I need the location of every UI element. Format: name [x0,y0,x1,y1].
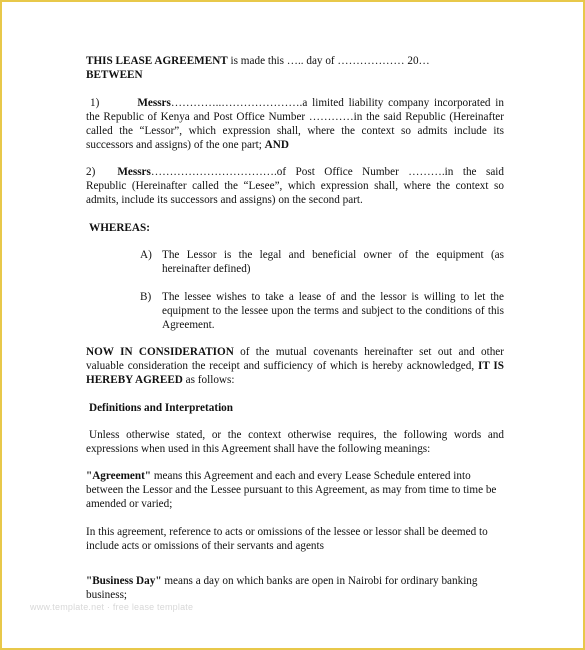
consideration-paragraph [86,345,504,387]
intro-lead: THIS LEASE AGREEMENT [86,55,228,67]
whereas-item-a [140,248,504,276]
consideration-agreed: IT IS HEREBY AGREED [86,360,504,386]
consideration-tail: as follows: [182,374,235,386]
party-2-paragraph [86,165,504,207]
whereas-heading: WHEREAS: [89,222,150,234]
definitions-heading: Definitions and Interpretation [89,402,233,414]
agreement-term: "Agreement" [86,470,152,482]
whereas-item-a-label: A) [140,249,152,261]
consideration-text: of the mutual covenants hereinafter set out and other valuable consideration the receipt and sufficiency of which is hereby acknowledged, [86,346,504,372]
business-day-definition [86,574,504,602]
party-2-text: …………………………….of Post Office Number ……….in the said Republic (Hereinafter called the “Lesee”, which expression shall, where the context so admits, include its successors and assigns) on the second part. [86,166,504,206]
party-1-and: AND [264,139,289,151]
party-2-number: 2) [86,166,96,178]
definitions-intro: Unless otherwise stated, or the context otherwise requires, the following words and expressions when used in this Agreement shall have the following meanings: [86,429,504,455]
reference-paragraph: In this agreement, reference to acts or omissions of the lessee or lessor shall be deemed to include acts or omissions of their servants and agents [86,526,488,552]
business-day-text: means a day on which banks are open in Nairobi for ordinary banking business; [86,575,478,601]
business-day-term: "Business Day" [86,575,162,587]
intro-rest: is made this ….. day of ……………… 20… [227,55,430,67]
agreement-definition [86,469,504,511]
whereas-item-b [140,290,504,332]
watermark: www.template.net · free lease template [30,602,194,612]
whereas-item-b-text: The lessee wishes to take a lease of and the lessor is willing to let the equipment to the lessee upon the terms and subject to the conditions of this Agreement. [162,291,504,331]
party-1-name: Messrs [137,97,171,109]
party-2-name: Messrs [117,166,151,178]
party-1-text: …………..………………….a limited liability company incorporated in the Republic of Kenya and Post Office Number …………in the said Republic (Hereinafter called the “Lessor”, which expression shall, where the context so admits include its successors and assigns) of the one part; [86,97,504,151]
whereas-item-a-text: The Lessor is the legal and beneficial owner of the equipment (as hereinafter defined) [162,249,504,275]
whereas-item-b-label: B) [140,291,152,303]
consideration-lead: NOW IN CONSIDERATION [86,346,234,358]
party-1-paragraph [86,96,504,152]
intro-paragraph [86,54,504,82]
agreement-text: means this Agreement and each and every Lease Schedule entered into between the Lessor and the Lessee pursuant to this Agreement, as may from time to time be amended or varied; [86,470,497,510]
intro-between: BETWEEN [86,69,143,81]
party-1-number: 1) [90,97,100,109]
